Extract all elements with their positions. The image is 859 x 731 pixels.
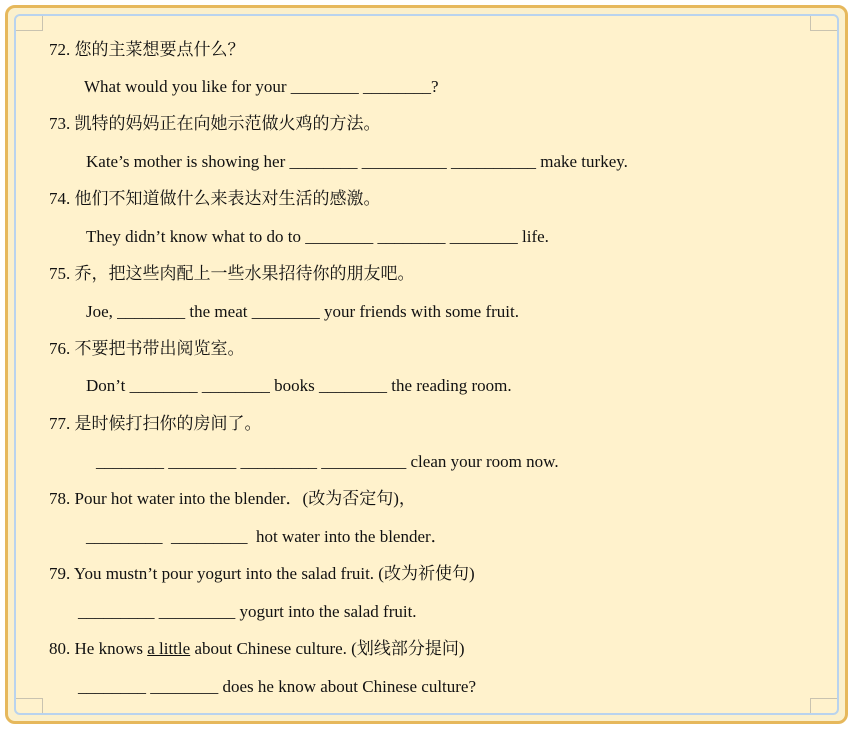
question-75-answer: Joe, ________ the meat ________ your friends with some fruit. [86, 302, 519, 321]
underlined-phrase: a little [147, 639, 191, 658]
question-72-prompt: 72. 您的主菜想要点什么？ [49, 40, 245, 59]
question-77-prompt: 77. 是时候打扫你的房间了。 [49, 414, 262, 433]
question-74-prompt: 74. 他们不知道做什么来表达对生活的感激。 [49, 189, 381, 208]
question-73-answer: Kate’s mother is showing her ________ __________ __________ make turkey. [86, 152, 628, 171]
question-76-answer: Don’t ________ ________ books ________ the reading room. [86, 376, 512, 395]
page-corner-mark [16, 16, 43, 31]
page-corner-mark [810, 698, 837, 713]
question-78-answer: _________ _________ hot water into the blender． [86, 527, 448, 546]
question-79-answer: _________ _________ yogurt into the salad fruit. [78, 602, 417, 621]
question-77-answer: ________ ________ _________ __________ clean your room now. [96, 452, 559, 471]
question-75-prompt: 75. 乔，把这些肉配上一些水果招待你的朋友吧。 [49, 264, 415, 283]
question-78-prompt: 78. Pour hot water into the blender．(改为否定句)， [49, 489, 416, 508]
document-page [14, 14, 839, 715]
page-corner-mark [810, 16, 837, 31]
question-72-answer: What would you like for your ________ ________? [84, 77, 439, 96]
question-80-answer: ________ ________ does he know about Chinese culture? [78, 677, 477, 696]
question-73-prompt: 73. 凯特的妈妈正在向她示范做火鸡的方法。 [49, 114, 381, 133]
question-76-prompt: 76. 不要把书带出阅览室。 [49, 339, 245, 358]
page-corner-mark [16, 698, 43, 713]
question-74-answer: They didn’t know what to do to ________ ________ ________ life. [86, 227, 549, 246]
question-80-prompt: 80. He knows a little about Chinese culture. (划线部分提问) [49, 639, 465, 658]
page-frame [5, 5, 848, 724]
question-79-prompt: 79. You mustn’t pour yogurt into the salad fruit. (改为祈使句) [49, 564, 475, 583]
